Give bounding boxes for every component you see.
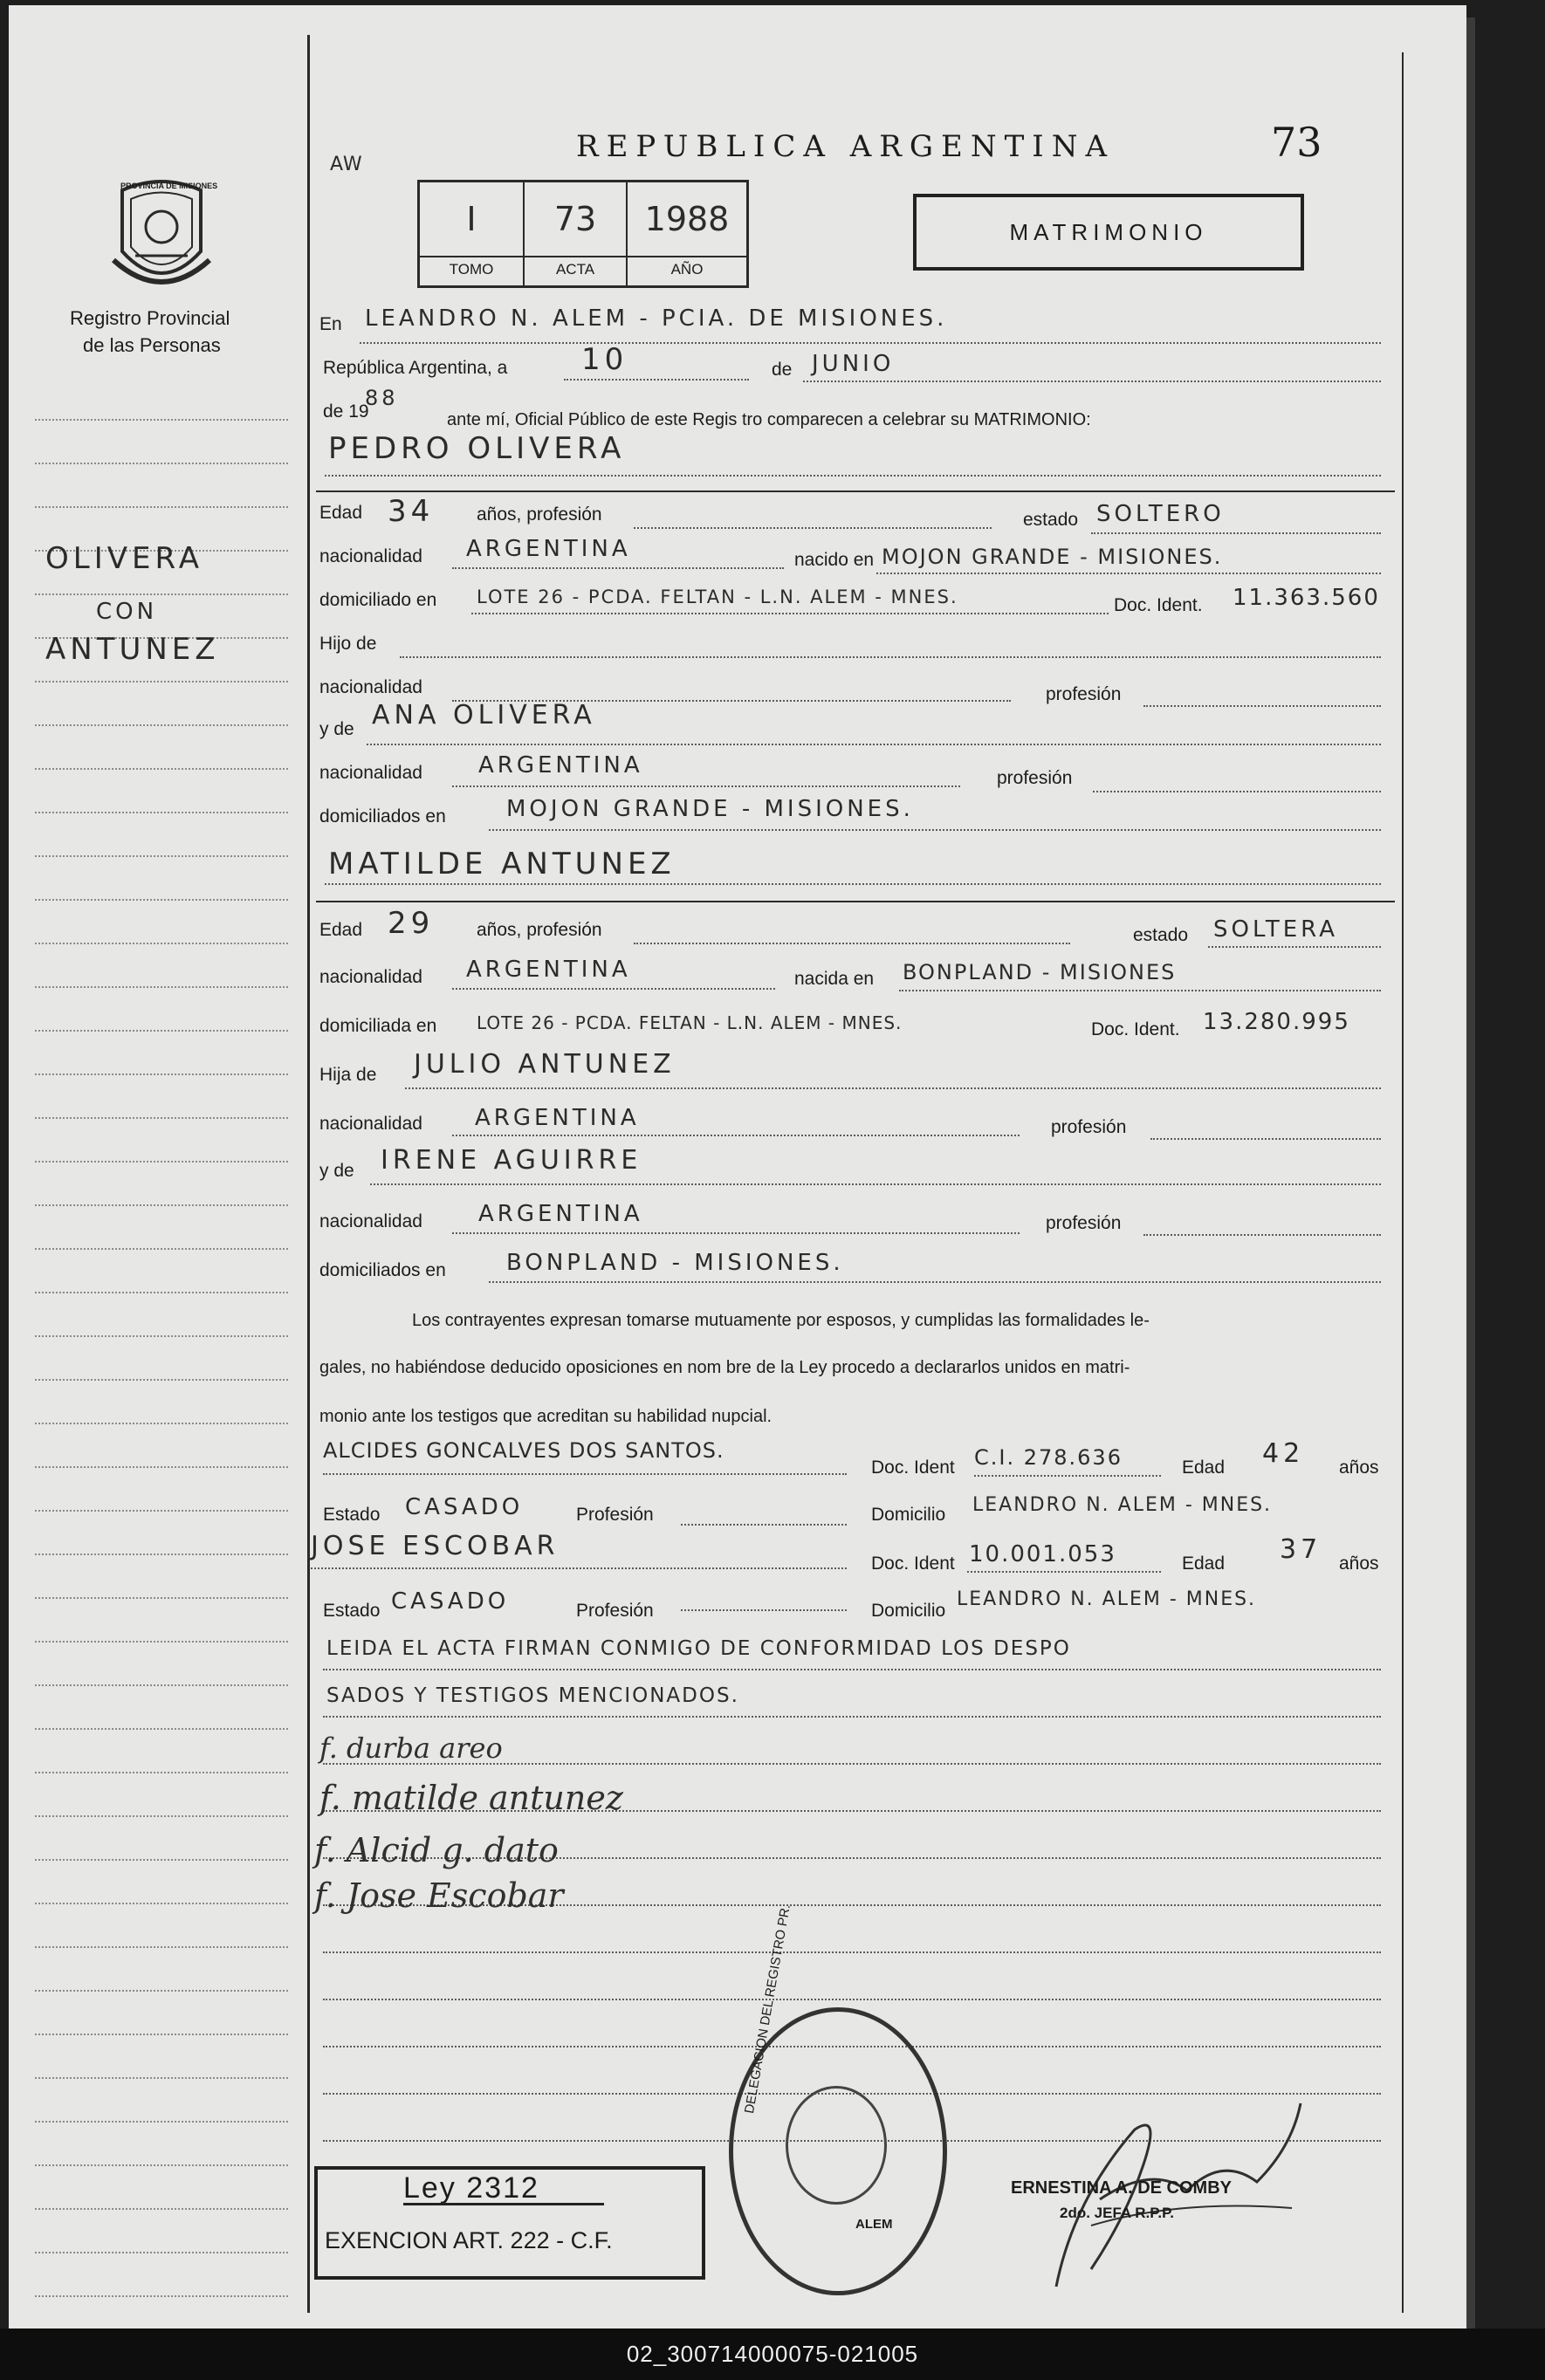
bride-nacida-label: nacida en bbox=[794, 969, 875, 989]
witness1-age: 42 bbox=[1262, 1438, 1305, 1469]
declaration-line2: gales, no habiéndose deducido oposiciones en nom bre de la Ley procedo a declararlos unidos en matri- bbox=[319, 1358, 1130, 1377]
margin-ruled-line bbox=[35, 2034, 288, 2035]
month: JUNIO bbox=[812, 351, 895, 377]
declaration-line1: Los contrayentes expresan tomarse mutuamente por esposos, y cumplidas las formalidades le- bbox=[412, 1311, 1150, 1330]
witness1-anos-label: años bbox=[1339, 1457, 1379, 1478]
groom-mother-nacionalidad: ARGENTINA bbox=[478, 752, 643, 778]
appear-text: ante mí, Oficial Público de este Regis tro comparecen a celebrar su MATRIMONIO: bbox=[447, 410, 1091, 429]
bride-domicile: LOTE 26 - PCDA. FELTAN - L.N. ALEM - MNES. bbox=[477, 1012, 903, 1033]
bride-mother-nacionalidad-label: nacionalidad bbox=[319, 1211, 422, 1231]
margin-ruled-line bbox=[35, 899, 288, 901]
margin-ruled-line bbox=[35, 1684, 288, 1686]
margin-ruled-line bbox=[35, 1161, 288, 1163]
groom-estado-label: estado bbox=[1023, 510, 1079, 530]
signature-1: f. durba areo bbox=[319, 1732, 503, 1765]
provincial-crest-icon bbox=[105, 173, 218, 295]
groom-hijo-label: Hijo de bbox=[319, 634, 377, 654]
witness1-estado: CASADO bbox=[405, 1494, 524, 1520]
crest-text: PROVINCIA DE MISIONES bbox=[120, 182, 218, 190]
record-type-box: MATRIMONIO bbox=[913, 194, 1304, 271]
margin-ruled-line bbox=[35, 986, 288, 988]
signature-3: f. Alcid g. dato bbox=[314, 1831, 559, 1869]
margin-ruled-line bbox=[35, 1379, 288, 1381]
bride-father-nacionalidad: ARGENTINA bbox=[475, 1105, 640, 1131]
groom-nacionalidad: ARGENTINA bbox=[466, 536, 631, 562]
witness2-domicilio-label: Domicilio bbox=[871, 1601, 946, 1621]
margin-ruled-line bbox=[35, 2295, 288, 2297]
bride-father-profesion-label: profesión bbox=[1051, 1117, 1127, 1137]
bride-father: JULIO ANTUNEZ bbox=[414, 1049, 676, 1080]
bride-mother-nacionalidad: ARGENTINA bbox=[478, 1201, 643, 1227]
anio-caption: AÑO bbox=[628, 256, 746, 278]
bride-birthplace: BONPLAND - MISIONES bbox=[903, 960, 1177, 984]
witness2-name: JOSE ESCOBAR bbox=[311, 1531, 560, 1561]
witness1-domicilio: LEANDRO N. ALEM - MNES. bbox=[972, 1494, 1273, 1516]
margin-ruled-line bbox=[35, 1030, 288, 1032]
margin-ruled-line bbox=[35, 463, 288, 464]
groom-profesion-label: años, profesión bbox=[477, 504, 602, 525]
groom-parents-domicile-label: domiciliados en bbox=[319, 806, 446, 826]
bride-doc: 13.280.995 bbox=[1203, 1009, 1350, 1035]
de-label: de bbox=[772, 360, 793, 380]
groom-edad-label: Edad bbox=[319, 503, 363, 523]
bride-age: 29 bbox=[388, 906, 435, 941]
signature-2: f. matilde antunez bbox=[319, 1779, 623, 1817]
groom-father-nacionalidad-label: nacionalidad bbox=[319, 677, 422, 697]
groom-doc: 11.363.560 bbox=[1233, 585, 1380, 611]
groom-mother-nacionalidad-label: nacionalidad bbox=[319, 763, 422, 783]
margin-ruled-line bbox=[35, 2164, 288, 2166]
right-rule bbox=[1402, 52, 1404, 2313]
seal-crest-icon bbox=[786, 2086, 887, 2205]
margin-ruled-line bbox=[35, 2252, 288, 2253]
ruled-line bbox=[323, 1999, 1381, 2000]
margin-ruled-line bbox=[35, 506, 288, 508]
signature-4: f. Jose Escobar bbox=[314, 1876, 564, 1915]
groom-y-de-label: y de bbox=[319, 719, 354, 739]
margin-ruled-line bbox=[35, 943, 288, 944]
bride-edad-label: Edad bbox=[319, 920, 363, 940]
sidebar-note-line2: CON bbox=[96, 599, 158, 625]
witness1-doc-label: Doc. Ident bbox=[871, 1457, 955, 1478]
margin-ruled-line bbox=[35, 1335, 288, 1337]
registry-name-line1: Registro Provincial bbox=[70, 307, 230, 329]
groom-age: 34 bbox=[388, 494, 435, 529]
groom-mother-profesion-label: profesión bbox=[997, 768, 1073, 788]
witness2-estado: CASADO bbox=[391, 1588, 510, 1615]
margin-ruled-line bbox=[35, 1248, 288, 1250]
witness2-profesion-label: Profesión bbox=[576, 1601, 654, 1621]
registry-name-line2: de las Personas bbox=[83, 334, 221, 356]
witness1-profesion-label: Profesión bbox=[576, 1505, 654, 1525]
acta-value: 73 bbox=[553, 200, 597, 238]
bride-estado: SOLTERA bbox=[1213, 916, 1338, 943]
margin-ruled-line bbox=[35, 419, 288, 421]
margin-ruled-line bbox=[35, 593, 288, 595]
groom-father-profesion-label: profesión bbox=[1046, 684, 1122, 704]
margin-ruled-line bbox=[35, 1815, 288, 1817]
witness1-estado-label: Estado bbox=[323, 1505, 381, 1525]
ruled-line bbox=[323, 1951, 1381, 1953]
sidebar-note-line3: ANTUNEZ bbox=[45, 632, 220, 667]
page-title: REPUBLICA ARGENTINA bbox=[576, 129, 1116, 164]
witness1-doc: C.I. 278.636 bbox=[974, 1445, 1123, 1470]
en-label: En bbox=[319, 314, 342, 334]
bride-nacionalidad: ARGENTINA bbox=[466, 957, 631, 983]
place: LEANDRO N. ALEM - PCIA. DE MISIONES. bbox=[365, 305, 948, 332]
groom-birthplace: MOJON GRANDE - MISIONES. bbox=[882, 545, 1223, 569]
margin-ruled-line bbox=[35, 768, 288, 770]
margin-ruled-line bbox=[35, 1903, 288, 1904]
margin-ruled-line bbox=[35, 1946, 288, 1948]
bride-parents-domicile-label: domiciliados en bbox=[319, 1260, 446, 1280]
margin-ruled-line bbox=[35, 855, 288, 857]
witness2-doc-label: Doc. Ident bbox=[871, 1554, 955, 1574]
record-ref-boxes bbox=[417, 180, 749, 288]
bride-mother: IRENE AGUIRRE bbox=[381, 1145, 642, 1176]
page-number: 73 bbox=[1271, 119, 1322, 166]
witness2-domicilio: LEANDRO N. ALEM - MNES. bbox=[957, 1588, 1257, 1610]
margin-ruled-line bbox=[35, 2121, 288, 2123]
groom-nacionalidad-label: nacionalidad bbox=[319, 546, 422, 566]
groom-domiciliado-label: domiciliado en bbox=[319, 590, 437, 610]
bride-mother-profesion-label: profesión bbox=[1046, 1213, 1122, 1233]
witness1-edad-label: Edad bbox=[1182, 1457, 1226, 1478]
groom-nacido-label: nacido en bbox=[794, 550, 875, 570]
closing-line1: LEIDA EL ACTA FIRMAN CONMIGO DE CONFORMIDAD LOS DESPO bbox=[326, 1637, 1071, 1660]
bride-domiciliada-label: domiciliada en bbox=[319, 1016, 437, 1036]
bride-nacionalidad-label: nacionalidad bbox=[319, 967, 422, 987]
year-suffix: 88 bbox=[365, 386, 399, 410]
margin-ruled-line bbox=[35, 2077, 288, 2079]
bride-hija-label: Hija de bbox=[319, 1065, 377, 1085]
page-edge bbox=[1466, 17, 1475, 2330]
official-title-stamp: 2do. JEFA R.P.P. bbox=[1060, 2205, 1175, 2221]
day: 10 bbox=[581, 342, 628, 377]
margin-ruled-line bbox=[35, 1641, 288, 1643]
bride-name: MATILDE ANTUNEZ bbox=[328, 847, 676, 881]
margin-ruled-line bbox=[35, 724, 288, 726]
margin-ruled-line bbox=[35, 1117, 288, 1119]
witness2-doc: 10.001.053 bbox=[969, 1541, 1116, 1567]
declaration-line3: monio ante los testigos que acreditan su habilidad nupcial. bbox=[319, 1407, 772, 1426]
margin-ruled-line bbox=[35, 1554, 288, 1555]
margin-ruled-line bbox=[35, 1728, 288, 1730]
footer-id: 02_300714000075-021005 bbox=[0, 2329, 1545, 2380]
bride-doc-label: Doc. Ident. bbox=[1091, 1019, 1180, 1039]
margin-ruled-line bbox=[35, 1859, 288, 1861]
tomo-caption: TOMO bbox=[420, 256, 523, 278]
groom-mother: ANA OLIVERA bbox=[372, 700, 596, 730]
stamp-line1: Ley 2312 bbox=[403, 2171, 539, 2205]
witness1-name: ALCIDES GONCALVES DOS SANTOS. bbox=[323, 1438, 724, 1463]
witness2-edad-label: Edad bbox=[1182, 1554, 1226, 1574]
margin-ruled-line bbox=[35, 1597, 288, 1599]
margin-ruled-line bbox=[35, 812, 288, 813]
acta-cell bbox=[525, 182, 628, 285]
tomo-cell bbox=[420, 182, 525, 285]
acta-caption: ACTA bbox=[525, 256, 626, 278]
margin-ruled-line bbox=[35, 1466, 288, 1468]
tomo-value: I bbox=[466, 200, 477, 238]
witness2-estado-label: Estado bbox=[323, 1601, 381, 1621]
margin-ruled-line bbox=[35, 2208, 288, 2210]
groom-doc-label: Doc. Ident. bbox=[1114, 595, 1203, 615]
year-prefix: de 19 bbox=[323, 401, 369, 422]
republic-label: República Argentina, a bbox=[323, 358, 508, 378]
groom-name: PEDRO OLIVERA bbox=[328, 431, 626, 466]
seal-text: DELEGACION DEL REGISTRO PR. bbox=[742, 1903, 793, 2115]
stamp-line2: EXENCION ART. 222 - C.F. bbox=[325, 2227, 613, 2253]
document-page bbox=[9, 5, 1466, 2329]
witness2-anos-label: años bbox=[1339, 1554, 1379, 1574]
groom-parents-domicile: MOJON GRANDE - MISIONES. bbox=[506, 796, 914, 822]
sidebar-note-line1: OLIVERA bbox=[45, 541, 203, 576]
margin-ruled-line bbox=[35, 1204, 288, 1206]
margin-ruled-line bbox=[35, 1292, 288, 1293]
margin-ruled-line bbox=[35, 1423, 288, 1424]
margin-ruled-line bbox=[35, 1510, 288, 1512]
bride-father-nacionalidad-label: nacionalidad bbox=[319, 1114, 422, 1134]
groom-domicile: LOTE 26 - PCDA. FELTAN - L.N. ALEM - MNES. bbox=[477, 586, 958, 607]
bride-parents-domicile: BONPLAND - MISIONES. bbox=[506, 1250, 844, 1276]
bride-estado-label: estado bbox=[1133, 925, 1189, 945]
margin-ruled-line bbox=[35, 1772, 288, 1773]
margin-ruled-line bbox=[35, 1990, 288, 1992]
margin-ruled-line bbox=[35, 681, 288, 682]
margin-rule bbox=[307, 35, 310, 2313]
closing-line2: SADOS Y TESTIGOS MENCIONADOS. bbox=[326, 1684, 739, 1707]
witness1-domicilio-label: Domicilio bbox=[871, 1505, 946, 1525]
anio-cell bbox=[628, 182, 746, 285]
anio-value: 1988 bbox=[644, 200, 730, 238]
margin-ruled-line bbox=[35, 1073, 288, 1075]
official-name-stamp: ERNESTINA A. DE COMBY bbox=[1011, 2178, 1232, 2198]
bride-profesion-label: años, profesión bbox=[477, 920, 602, 940]
witness2-age: 37 bbox=[1280, 1534, 1322, 1565]
bride-y-de-label: y de bbox=[319, 1161, 354, 1181]
groom-estado: SOLTERO bbox=[1096, 501, 1225, 527]
aw-note: AW bbox=[330, 154, 363, 175]
seal-place: ALEM bbox=[855, 2217, 893, 2232]
